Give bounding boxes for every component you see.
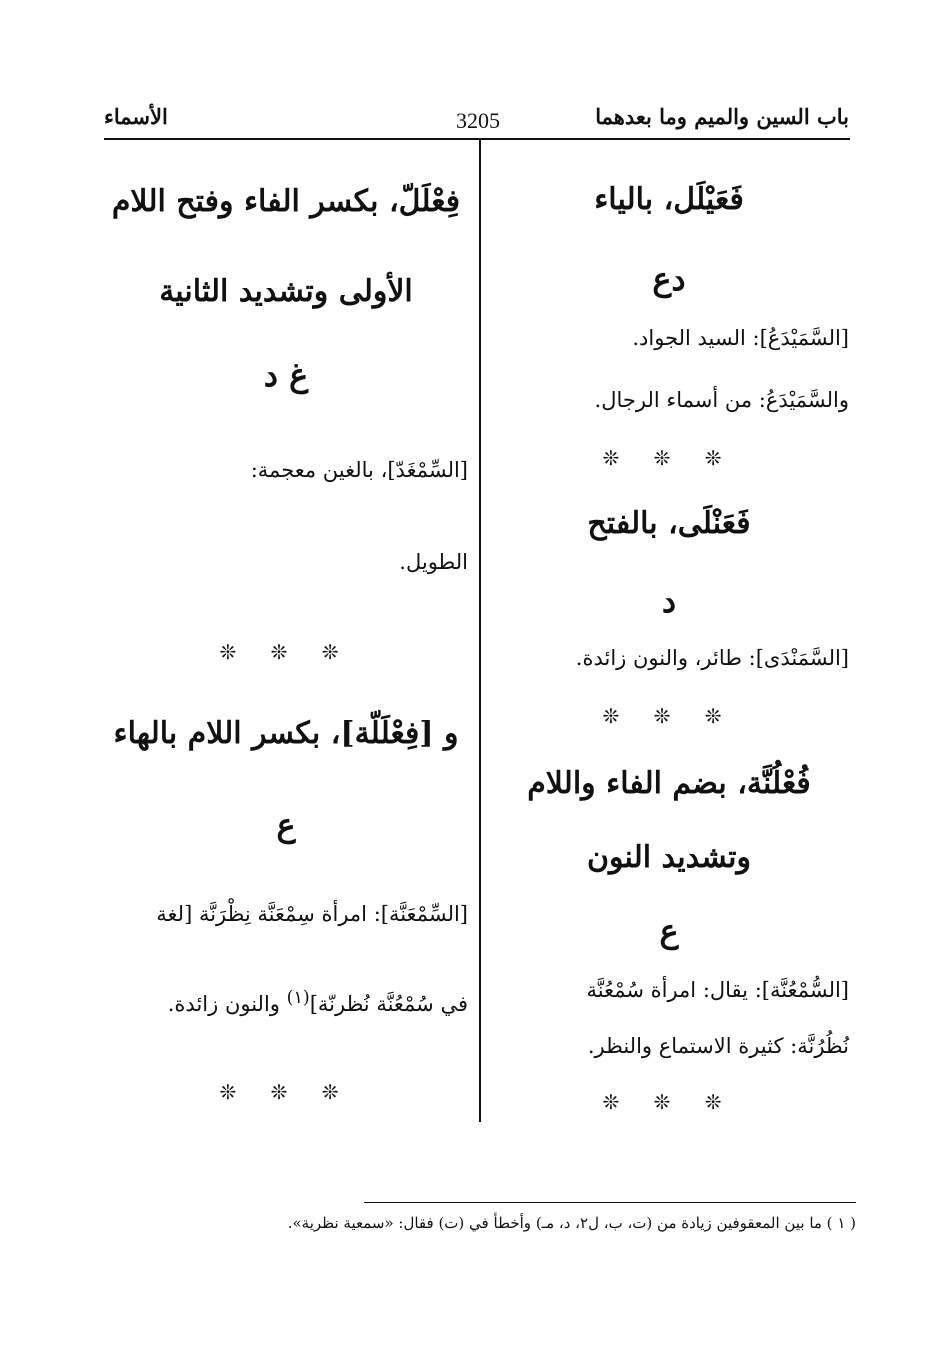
dictionary-entry: [السَّمَنْدَى]: طائر، والنون زائدة.	[575, 646, 849, 670]
dictionary-entry: [السُّمْعُنَّة]: يقال: امرأة سُمْعُنَّة	[586, 978, 849, 1002]
dictionary-entry: الطويل.	[399, 550, 468, 574]
footnote-rule	[364, 1202, 856, 1203]
section-separator: ❊ ❊ ❊	[602, 1090, 736, 1114]
entry-text: في سُمْعُنَّة نُظرنّة]	[309, 992, 468, 1016]
dictionary-entry: والسَّمَيْدَعُ: من أسماء الرجال.	[594, 388, 849, 412]
dictionary-entry: [السَّمَيْدَعُ]: السيد الجواد.	[632, 326, 849, 350]
dictionary-entry: [السِّمْغَدّ]، بالغين معجمة:	[250, 458, 468, 482]
root-heading: ع	[276, 806, 296, 844]
running-header-right: باب السين والميم وما بعدهما	[595, 104, 849, 129]
section-separator: ❊ ❊ ❊	[602, 704, 736, 728]
pattern-heading: فَعَنْلَى، بالفتح	[587, 506, 751, 541]
pattern-heading: فَعَيْلَل، بالياء	[594, 182, 744, 217]
section-separator: ❊ ❊ ❊	[602, 446, 736, 470]
column-divider	[479, 140, 481, 1122]
pattern-heading: و [فِعْلَلّة]، بكسر اللام بالهاء	[113, 716, 459, 751]
footnote: ( ١ ) ما بين المعقوفين زيادة من (ت، ب، ل٢، د، مـ) وأخطأ في (ت) فقال: «سمعية نظرية».	[287, 1214, 856, 1232]
header-rule	[104, 138, 850, 140]
root-heading: ع	[659, 912, 679, 950]
pattern-heading: وتشديد النون	[587, 840, 751, 875]
pattern-heading: فُعْلُنَّة، بضم الفاء واللام	[527, 766, 811, 801]
root-heading: د	[661, 582, 677, 620]
running-header-left: الأسماء	[104, 104, 168, 129]
root-heading: غ د	[263, 356, 309, 394]
dictionary-entry	[168, 988, 468, 1016]
dictionary-entry: [السِّمْعَنَّة]: امرأة سِمْعَنَّة نِظْرَنَّة [لغة	[156, 902, 468, 926]
pattern-heading: فِعْلَلّ، بكسر الفاء وفتح اللام	[111, 184, 461, 219]
footnote-marker: (١)	[286, 988, 310, 1008]
entry-text: والنون زائدة.	[167, 992, 280, 1016]
dictionary-entry: نُظُرُنَّة: كثيرة الاستماع والنظر.	[587, 1034, 849, 1058]
section-separator: ❊ ❊ ❊	[219, 1080, 353, 1104]
page-number: 3205	[456, 108, 500, 133]
pattern-heading: الأولى وتشديد الثانية	[159, 274, 413, 309]
root-heading: دع	[652, 260, 686, 298]
section-separator: ❊ ❊ ❊	[219, 640, 353, 664]
